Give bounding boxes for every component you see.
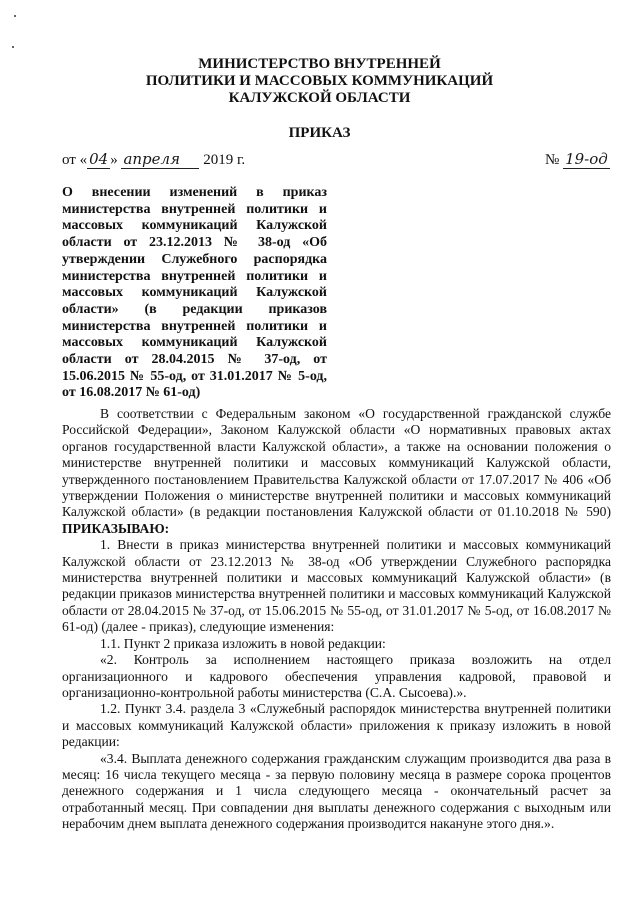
date-month: апреля — [121, 150, 199, 169]
date-prefix: от « — [62, 152, 88, 168]
header-line-3: КАЛУЖСКОЙ ОБЛАСТИ — [228, 90, 411, 106]
paragraph-1-1: 1.1. Пункт 2 приказа изложить в новой редакции: — [100, 635, 386, 651]
subject-line: области от 23.12.2013 № 38-од «Об — [62, 235, 327, 251]
order-body — [62, 406, 611, 833]
paragraph-quote-2: «2. Контроль за исполнением настоящего приказа возложить на отдел организационного и кадрового обеспечения управления кадровой, правовой и организационно-контрольной работы министерства (С.А. Сысоева).». — [62, 652, 611, 700]
header-line-1: МИНИСТЕРСТВО ВНУТРЕННЕЙ — [198, 56, 441, 72]
paragraph-1-2: 1.2. Пункт 3.4. раздела 3 «Служебный распорядок министерства внутренней политики и массовых коммуникаций Калужской области» приложения к приказу изложить в новой редакции: — [62, 701, 611, 750]
date-mid: » — [110, 152, 118, 168]
preamble-text: В соответствии с Федеральным законом «О государственной гражданской службе Российской Федерации», Законом Калужской области «О нормативных правовых актах органов государственной власти Калужской области», а также на основании положения о министерстве внутренней политики и массовых коммуникаций Калужской области, утвержденного постановлением Правительства Калужской области от 17.07.2017 № 406 «Об утверждении Положения о министерстве внутренней политики и массовых коммуникаций Калужской области» (в редакции постановления Калужской области от 01.10.2018 № 590) — [62, 406, 611, 520]
order-number — [545, 150, 610, 169]
scan-speck — [14, 15, 16, 17]
subject-line: от 16.08.2017 № 61-од) — [62, 385, 201, 401]
date-suffix: 2019 г. — [203, 152, 246, 168]
order-subject — [62, 185, 327, 402]
number-prefix: № — [545, 152, 560, 168]
order-keyword: ПРИКАЗЫВАЮ: — [62, 520, 170, 536]
subject-line: массовых коммуникаций Калужской — [62, 335, 327, 351]
subject-line: массовых коммуникаций Калужской — [62, 285, 327, 301]
subject-line: области» (в редакции приказов — [62, 301, 327, 317]
date-day: 04 — [89, 150, 109, 168]
paragraph-preamble — [62, 406, 611, 537]
subject-line: министерства внутренней политики и — [62, 318, 327, 334]
order-date — [62, 150, 245, 169]
number-value: 19-од — [565, 150, 608, 168]
subject-line: министерства внутренней политики и — [62, 268, 327, 284]
order-title: ПРИКАЗ — [288, 125, 351, 141]
header-line-2: ПОЛИТИКИ И МАССОВЫХ КОММУНИКАЦИЙ — [145, 73, 494, 89]
subject-line: утверждении Служебного распорядка — [62, 251, 327, 267]
subject-line: министерства внутренней политики и — [62, 201, 327, 217]
subject-line: 15.06.2015 № 55-од, от 31.01.2017 № 5-од, — [62, 368, 327, 384]
subject-line: области от 28.04.2015 № 37-од, от — [62, 352, 327, 368]
subject-line: массовых коммуникаций Калужской — [62, 218, 327, 234]
scan-speck — [12, 46, 14, 48]
paragraph-1: 1. Внести в приказ министерства внутренней политики и массовых коммуникаций Калужской области от 23.12.2013 № 38-од «Об утверждении Служебного распорядка министерства внутренней политики и массовых коммуникаций Калужской области» (в редакции приказов министерства внутренней политики и массовых коммуникаций Калужской области от 28.04.2015 № 37-од, от 15.06.2015 № 55-од, от 31.01.2017 № 5-од, от 16.08.2017 № 61-од) (далее - приказ), следующие изменения: — [62, 537, 611, 635]
paragraph-quote-3-4: «3.4. Выплата денежного содержания гражданским служащим производится два раза в месяц: 16 числа текущего месяца - за первую половину месяца в размере сорока процентов денежного содержания и 1 числа следующего месяца - окончательный расчет за отработанный месяц. При совпадении дня выплаты денежного содержания с выходным или нерабочим днем выплата денежного содержания производится накануне этого дня.». — [62, 750, 611, 832]
subject-line: О внесении изменений в приказ — [62, 185, 327, 200]
